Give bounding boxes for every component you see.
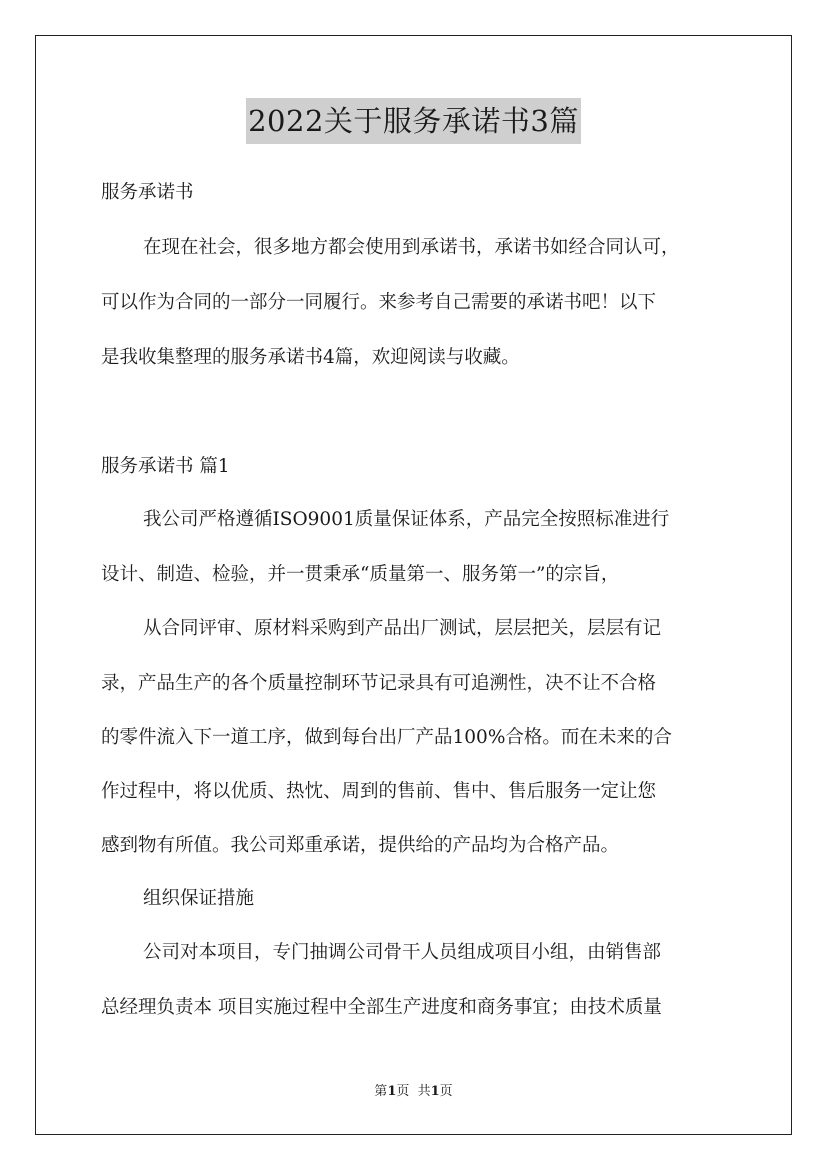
body-line: 设计、制造、检验，并一贯秉承“质量第一、服务第一”的宗旨， (101, 564, 620, 585)
body-line: 作过程中，将以优质、热忱、周到的售前、售中、售后服务一定让您 (101, 781, 657, 802)
body-line: 的零件流入下一道工序，做到每台出厂产品100%合格。而在未来的合 (101, 727, 672, 748)
footer-page-number: 1 (387, 1084, 397, 1099)
body-line: 是我收集整理的服务承诺书4篇，欢迎阅读与收藏。 (101, 347, 520, 368)
body-line: 总经理负责本 项目实施过程中全部生产进度和商务事宜；由技术质量 (101, 997, 662, 1018)
footer-total-pages: 1 (430, 1084, 440, 1099)
body-line: 从合同评审、原材料采购到产品出厂测试，层层把关，层层有记 (143, 618, 662, 639)
title-container (0, 98, 827, 144)
body-line: 在现在社会，很多地方都会使用到承诺书，承诺书如经合同认可， (143, 237, 680, 258)
section-heading: 服务承诺书 篇1 (101, 456, 230, 477)
subsection-heading: 组织保证措施 (143, 888, 255, 909)
body-line: 公司对本项目，专门抽调公司骨干人员组成项目小组，由销售部 (143, 942, 662, 963)
body-line: 录，产品生产的各个质量控制环节记录具有可追溯性，决不让不合格 (101, 673, 657, 694)
body-line: 我公司严格遵循ISO9001质量保证体系，产品完全按照标准进行 (143, 509, 670, 530)
footer-prefix: 第 (374, 1084, 388, 1099)
document-title: 2022关于服务承诺书3篇 (246, 98, 581, 144)
body-line: 感到物有所值。我公司郑重承诺，提供给的产品均为合格产品。 (101, 835, 620, 856)
section-heading: 服务承诺书 (101, 182, 194, 203)
body-line: 可以作为合同的一部分一同履行。来参考自己需要的承诺书吧！以下 (101, 292, 657, 313)
page-footer (0, 1082, 827, 1102)
footer-suffix: 页 (439, 1084, 453, 1099)
footer-mid: 页 共 (396, 1084, 431, 1099)
